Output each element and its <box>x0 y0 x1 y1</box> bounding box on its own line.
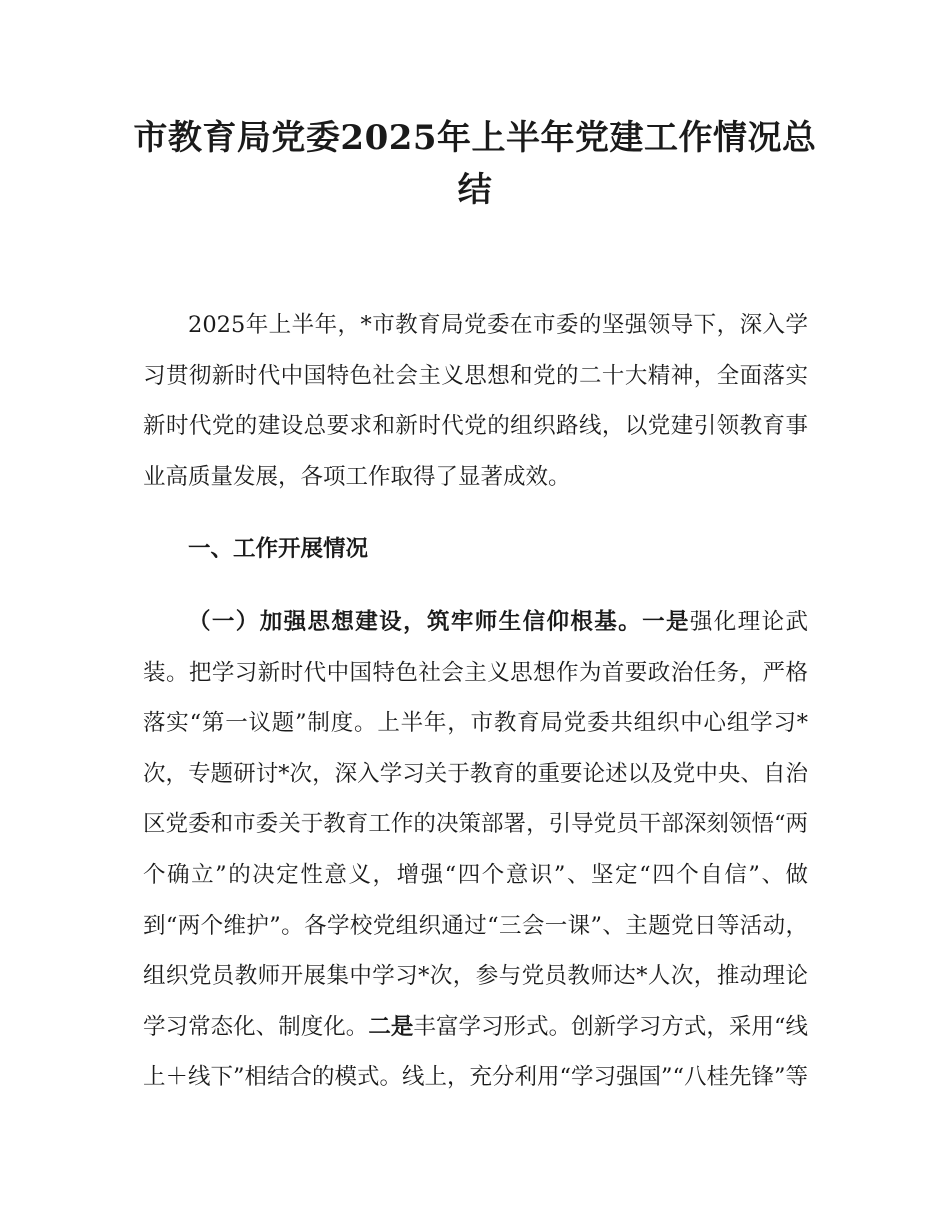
intro-paragraph: 2025年上半年，*市教育局党委在市委的坚强领导下，深入学习贯彻新时代中国特色社会主义思想和党的二十大精神，全面落实新时代党的建设总要求和新时代党的组织路线，以党建引领教育事业高质量发展，各项工作取得了显著成效。 <box>143 312 808 490</box>
subsection-heading: （一）加强思想建设，筑牢师生信仰根基。 <box>188 608 643 635</box>
item-text-second: 丰富学习形式。创新学习方式，采用“线上＋线下”相结合的模式。线上，充分利用“学习强国”“八桂先锋”等 <box>143 1013 809 1091</box>
item-marker-second: 二是 <box>368 1013 414 1040</box>
item-text-first: 强化理论武装。把学习新时代中国特色社会主义思想作为首要政治任务，严格落实“第一议题”制度。上半年，市教育局党委共组织中心组学习*次，专题研讨*次，深入学习关于教育的重要论述以及党中央、自治区党委和市委关于教育工作的决策部署，引导党员干部深刻领悟“两个确立”的决定性意义，增强“四个意识”、坚定“四个自信”、做到“两个维护”。各学校党组织通过“三会一课”、主题党日等活动，组织党员教师开展集中学习*次，参与党员教师达*人次，推动理论学习常态化、制度化。 <box>143 608 808 1040</box>
document-body <box>143 300 808 1103</box>
title-line-1: 市教育局党委2025年上半年党建工作情况总 <box>133 118 817 158</box>
document-title <box>120 112 830 216</box>
section-heading: 一、工作开展情况 <box>188 536 369 563</box>
title-line-2: 结 <box>457 170 493 210</box>
item-marker-first: 一是 <box>642 608 690 635</box>
subsection-paragraph <box>143 597 808 1103</box>
